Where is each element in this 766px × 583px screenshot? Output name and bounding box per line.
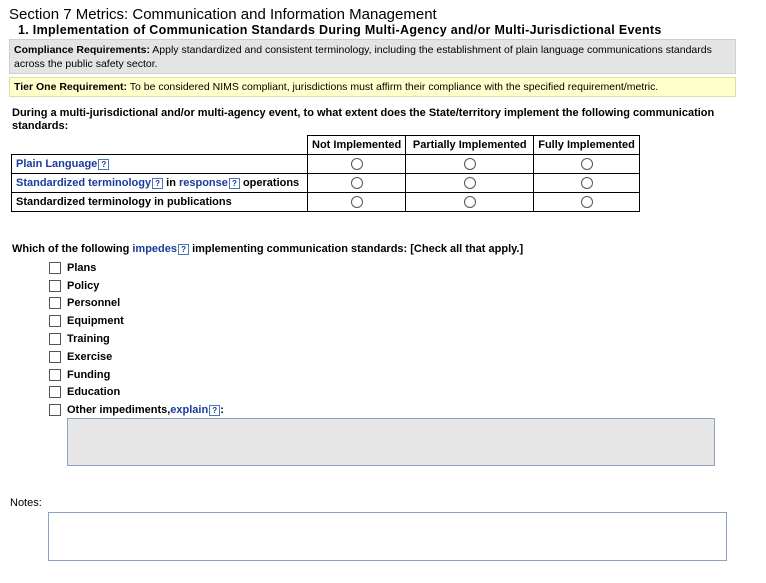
checkbox-item-training[interactable] [49,330,224,348]
checkbox-label: Equipment [67,315,124,328]
question-impediments-prefix: Which of the following [12,243,133,255]
matrix-corner [12,136,308,155]
radio-cell [308,174,406,193]
checkbox-item-personnel[interactable] [49,295,224,313]
radio-terminology-publications-not-implemented[interactable] [351,196,363,208]
standardized-terminology-link[interactable]: Standardized terminology [16,177,152,189]
column-fully-implemented: Fully Implemented [534,136,640,155]
radio-terminology-publications-fully-implemented[interactable] [581,196,593,208]
row-label-standardized-terminology-response [12,174,308,193]
radio-plain-language-partially-implemented[interactable] [464,158,476,170]
checkbox-label: Training [67,333,110,346]
checkbox-label: Personnel [67,297,121,310]
tier-one-requirement-box [9,77,736,97]
help-icon[interactable]: ? [152,178,163,189]
explain-link[interactable]: explain [170,404,209,417]
radio-cell [534,174,640,193]
column-not-implemented: Not Implemented [308,136,406,155]
checkbox-label-suffix: : [220,404,224,417]
help-icon[interactable]: ? [229,178,240,189]
row-label-text: in [163,177,179,189]
subsection-title: 1. Implementation of Communication Standards During Multi-Agency and/or Multi-Jurisdictional Events [18,23,662,37]
checkbox-label: Education [67,386,121,399]
checkbox[interactable] [49,262,61,274]
checkbox[interactable] [49,315,61,327]
radio-cell [534,193,640,212]
impedes-link[interactable]: impedes [132,243,178,255]
row-label-terminology-publications: Standardized terminology in publications [12,193,308,212]
plain-language-link[interactable]: Plain Language [16,158,98,170]
radio-terminology-response-not-implemented[interactable] [351,177,363,189]
table-row [12,193,640,212]
checkbox-item-exercise[interactable] [49,348,224,366]
help-icon[interactable]: ? [209,405,220,416]
radio-plain-language-not-implemented[interactable] [351,158,363,170]
checkbox-item-other[interactable] [49,401,224,419]
checkbox-item-education[interactable] [49,384,224,402]
radio-plain-language-fully-implemented[interactable] [581,158,593,170]
section-title: Section 7 Metrics: Communication and Information Management [9,6,437,23]
radio-cell [406,155,534,174]
checkbox[interactable] [49,369,61,381]
question-communication-standards: During a multi-jurisdictional and/or multi-agency event, to what extent does the State/territory implement the following communication standards: [12,107,715,132]
notes-label: Notes: [10,497,42,509]
question-impediments [12,243,523,255]
radio-terminology-publications-partially-implemented[interactable] [464,196,476,208]
radio-cell [406,193,534,212]
compliance-requirements-box [9,39,736,74]
checkbox-item-plans[interactable] [49,259,224,277]
radio-terminology-response-fully-implemented[interactable] [581,177,593,189]
checkbox-label: Plans [67,261,97,274]
impediments-checklist [49,259,224,419]
radio-cell [308,155,406,174]
tier-label: Tier One Requirement: [14,81,127,93]
checkbox-item-policy[interactable] [49,277,224,295]
checkbox-label: Exercise [67,350,113,363]
help-icon[interactable]: ? [98,159,109,170]
checkbox[interactable] [49,386,61,398]
radio-cell [406,174,534,193]
checkbox-item-funding[interactable] [49,366,224,384]
radio-terminology-response-partially-implemented[interactable] [464,177,476,189]
radio-cell [534,155,640,174]
checkbox[interactable] [49,404,61,416]
standards-matrix [11,135,640,212]
table-row [12,155,640,174]
other-impediments-explain-textarea[interactable] [67,418,715,466]
checkbox[interactable] [49,280,61,292]
question-impediments-suffix: implementing communication standards: [Check all that apply.] [189,243,524,255]
notes-textarea[interactable] [48,512,727,561]
checkbox-item-equipment[interactable] [49,312,224,330]
response-link[interactable]: response [178,177,228,189]
checkbox[interactable] [49,351,61,363]
compliance-label: Compliance Requirements: [14,44,150,56]
radio-cell [308,193,406,212]
column-partially-implemented: Partially Implemented [406,136,534,155]
checkbox-label: Other impediments, [67,404,171,417]
help-icon[interactable]: ? [178,244,189,255]
checkbox-label: Policy [67,279,100,292]
checkbox[interactable] [49,333,61,345]
tier-text: To be considered NIMS compliant, jurisdictions must affirm their compliance with the specified requirement/metric. [127,81,659,93]
checkbox[interactable] [49,297,61,309]
compliance-text: Apply standardized and consistent terminology, including the establishment of plain language communications standards across the public safety sector. [14,44,712,70]
checkbox-label: Funding [67,368,111,381]
row-label-text: operations [239,177,300,189]
table-row [12,174,640,193]
row-label-plain-language [12,155,308,174]
